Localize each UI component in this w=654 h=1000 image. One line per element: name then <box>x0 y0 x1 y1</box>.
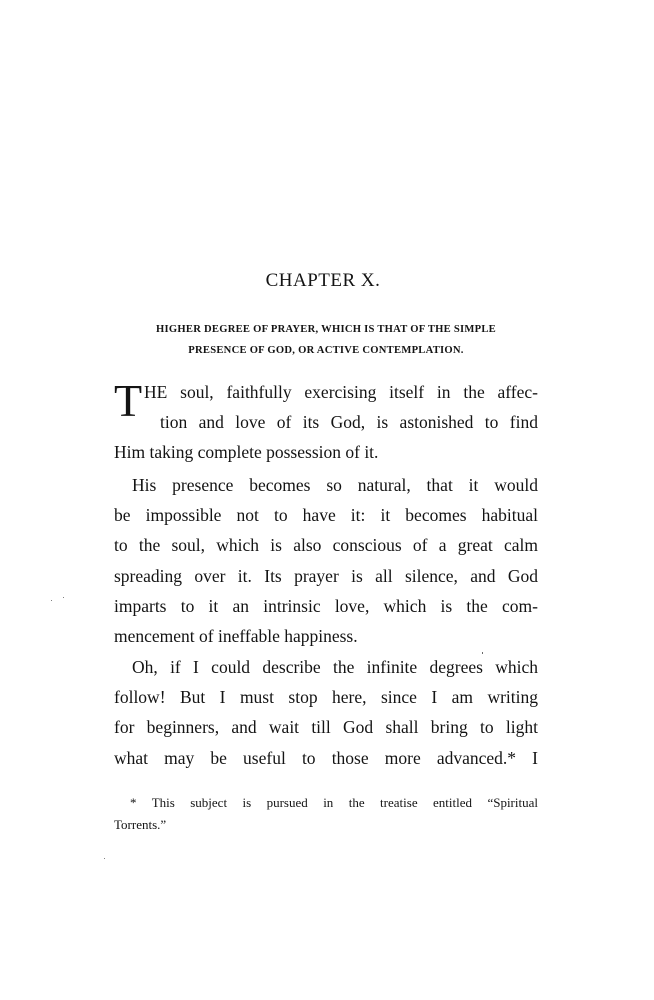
scan-speck <box>482 652 483 654</box>
text-line: Him taking complete possession of it. <box>114 442 379 462</box>
text-line: what may be useful to those more advanced.* I <box>114 748 538 768</box>
text-line: spreading over it. Its prayer is all silence, and God <box>114 566 538 586</box>
text-line: HE soul, faithfully exercising itself in the affec- <box>144 382 538 402</box>
text-line: Oh, if I could describe the infinite degrees which <box>132 657 538 677</box>
text-line: mencement of ineffable happiness. <box>114 626 358 646</box>
scan-speck <box>51 600 52 601</box>
chapter-title: CHAPTER X. <box>265 270 381 291</box>
drop-cap: T <box>114 375 143 426</box>
text-line: imparts to it an intrinsic love, which is the com- <box>114 596 538 616</box>
scan-speck <box>63 597 64 598</box>
footnote-line: * This subject is pursued in the treatise entitled “Spiritual <box>130 795 538 810</box>
text-line: follow! But I must stop here, since I am writing <box>114 687 538 707</box>
text-line: His presence becomes so natural, that it would <box>132 475 538 495</box>
scan-speck <box>104 858 105 859</box>
text-line: to the soul, which is also conscious of a great calm <box>114 535 538 555</box>
text-line: tion and love of its God, is astonished to find <box>160 412 538 432</box>
chapter-subtitle <box>114 319 538 361</box>
text-line: for beginners, and wait till God shall bring to light <box>114 717 538 737</box>
subtitle-line: HIGHER DEGREE OF PRAYER, WHICH IS THAT OF THE SIMPLE <box>156 324 496 335</box>
footnote-line: Torrents.” <box>114 817 167 832</box>
subtitle-line: PRESENCE OF GOD, OR ACTIVE CONTEMPLATION. <box>188 345 464 356</box>
text-line: be impossible not to have it: it becomes habitual <box>114 505 538 525</box>
